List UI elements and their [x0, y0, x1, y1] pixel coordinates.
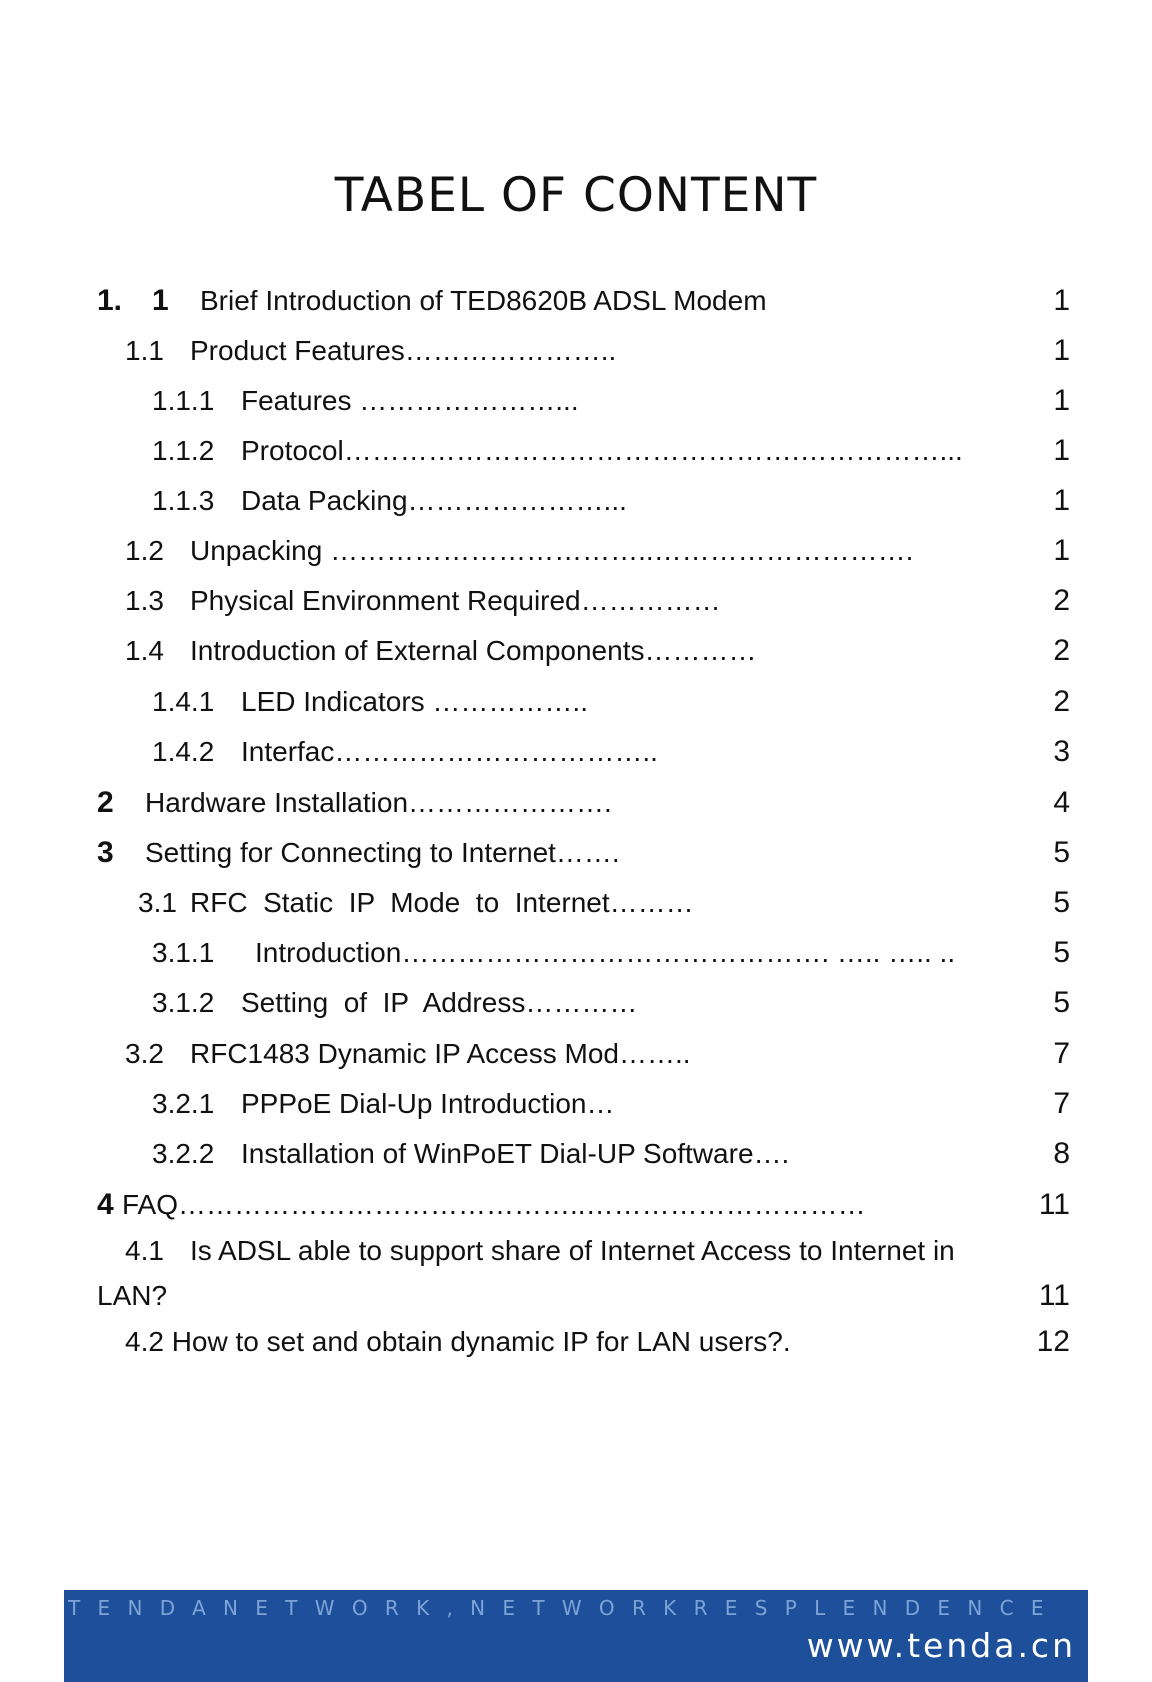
toc-text: RFC Static IP Mode to Internet………: [190, 887, 694, 918]
toc-text: RFC1483 Dynamic IP Access Mod……..: [190, 1038, 691, 1069]
toc-page-number: 2: [1053, 685, 1070, 718]
toc-page-number: 5: [1053, 886, 1070, 919]
toc-page-number: 2: [1053, 584, 1070, 617]
toc-text: Introduction………………………………………. ….. ….. ..: [255, 937, 956, 968]
toc-entry-4: [0, 1185, 1152, 1225]
toc-entry-2: [0, 783, 1152, 823]
toc-text: Product Features…………………..: [190, 335, 617, 366]
toc-number: 3.1: [138, 887, 177, 918]
toc-entry-3-2-2: [0, 1134, 1152, 1174]
toc-text: Interfac……………………………..: [241, 736, 658, 767]
toc-entry-3-1-1: [0, 933, 1152, 973]
toc-page-number: 8: [1053, 1137, 1070, 1170]
toc-number: 2: [97, 786, 114, 819]
toc-entry-1-4-1: [0, 682, 1152, 722]
toc-number: 1.: [97, 284, 123, 317]
toc-entry-1-1: [0, 331, 1152, 371]
toc-entry-1-2: [0, 531, 1152, 571]
toc-text: Unpacking ……………………………..……………………….: [190, 535, 914, 566]
page-title: TABEL OF CONTENT: [334, 168, 818, 223]
toc-text: Data Packing…………………...: [241, 485, 627, 516]
toc-number: 3.2.1: [152, 1088, 215, 1119]
toc-number: 1.4: [125, 635, 164, 666]
toc-page-number: 3: [1053, 735, 1070, 768]
toc-number: 1.4.1: [152, 686, 215, 717]
toc-text: Protocol………………………………………….……………...: [241, 435, 963, 466]
footer-tagline: TENDANETWORK,NETWORKRESPLENDENCE: [68, 1596, 1061, 1620]
toc-entry-3-1-2: [0, 983, 1152, 1023]
toc-text: Is ADSL able to support share of Internet Access to Internet in: [190, 1235, 955, 1266]
toc-entry-3-2: [0, 1034, 1152, 1074]
toc-page-number: 5: [1053, 936, 1070, 969]
toc-page-number: 4: [1053, 786, 1070, 819]
toc-number: 4.1: [125, 1235, 164, 1266]
toc-number: 3.1.2: [152, 987, 215, 1018]
footer-banner: [64, 1590, 1088, 1682]
toc-page-number: 1: [1053, 484, 1070, 517]
toc-page-number: 5: [1053, 986, 1070, 1019]
toc-text: Installation of WinPoET Dial-UP Software….: [241, 1138, 790, 1169]
footer-url: www.tenda.cn: [806, 1626, 1076, 1665]
toc-entry-1: [0, 281, 1152, 321]
toc-entry-1-1-3: [0, 481, 1152, 521]
toc-text: Features …………………...: [241, 385, 579, 416]
toc-number: 3.2.2: [152, 1138, 215, 1169]
toc-number: 4: [97, 1188, 114, 1221]
toc-entry-1-1-1: [0, 381, 1152, 421]
toc-page-number: 5: [1053, 836, 1070, 869]
toc-entry-1-4: [0, 631, 1152, 671]
toc-number: 1.3: [125, 585, 164, 616]
toc-page-number: 7: [1053, 1087, 1070, 1120]
toc-text: Hardware Installation………………….: [145, 787, 612, 818]
toc-number: 1.1: [125, 335, 164, 366]
toc-entry-4-2: [0, 1322, 1152, 1362]
toc-entry-3-2-1: [0, 1084, 1152, 1124]
toc-entry-1-4-2: [0, 732, 1152, 772]
toc-entry-4-1-continued: [0, 1276, 1152, 1316]
toc-page-number: 7: [1053, 1037, 1070, 1070]
toc-text: Setting of IP Address…………: [241, 987, 638, 1018]
toc-page-number: 1: [1053, 334, 1070, 367]
toc-text: 4.2 How to set and obtain dynamic IP for LAN users?.: [125, 1326, 791, 1357]
toc-page-number: 2: [1053, 634, 1070, 667]
toc-text: Introduction of External Components…………: [190, 635, 757, 666]
toc-text: Physical Environment Required……………: [190, 585, 721, 616]
toc-number: 1.1.3: [152, 485, 215, 516]
toc-number: 3.2: [125, 1038, 164, 1069]
toc-number: 1: [152, 284, 169, 317]
toc-page-number: 1: [1053, 384, 1070, 417]
toc-number: 1.1.2: [152, 435, 215, 466]
toc-page-number: 11: [1038, 1188, 1070, 1221]
toc-entry-3-1: [0, 883, 1152, 923]
toc-text: LAN?: [97, 1280, 168, 1311]
toc-entry-4-1: [0, 1231, 1152, 1271]
toc-text: Brief Introduction of TED8620B ADSL Modem: [200, 285, 767, 316]
toc-text: Setting for Connecting to Internet…….: [145, 837, 620, 868]
toc-text: PPPoE Dial-Up Introduction…: [241, 1088, 615, 1119]
toc-number: 1.1.1: [152, 385, 215, 416]
toc-text: LED Indicators ……………..: [241, 686, 588, 717]
toc-page-number: 1: [1053, 284, 1070, 317]
toc-number: 1.4.2: [152, 736, 215, 767]
toc-page-number: 12: [1036, 1325, 1070, 1358]
toc-text: FAQ……………………………………..…………………………: [122, 1189, 866, 1220]
toc-entry-1-1-2: [0, 431, 1152, 471]
toc-entry-1-3: [0, 581, 1152, 621]
toc-number: 3.1.1: [152, 937, 215, 968]
toc-page-number: 1: [1053, 534, 1070, 567]
toc-entry-3: [0, 833, 1152, 873]
toc-page-number: 1: [1053, 434, 1070, 467]
toc-number: 1.2: [125, 535, 164, 566]
toc-page-number: 11: [1038, 1279, 1070, 1312]
toc-number: 3: [97, 836, 114, 869]
